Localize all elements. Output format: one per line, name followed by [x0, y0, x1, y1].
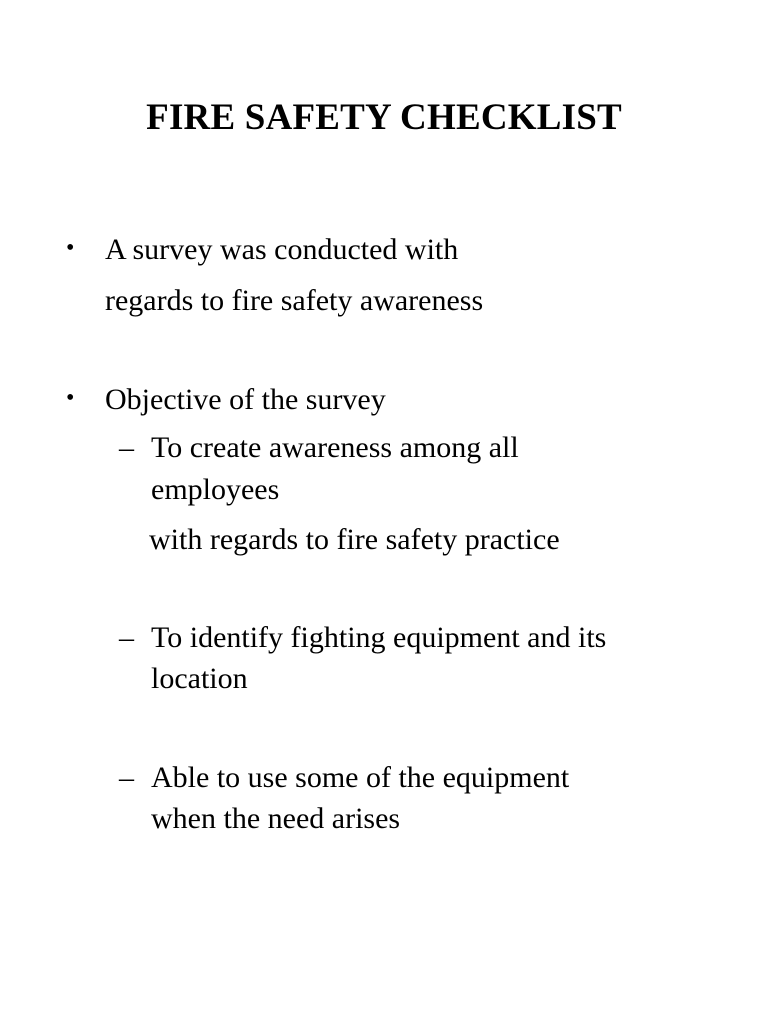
page-title: FIRE SAFETY CHECKLIST: [146, 97, 622, 138]
bullet-1-line-1: A survey was conducted with: [105, 233, 459, 266]
sub-item-3-line-2: when the need arises: [151, 802, 401, 835]
sub-item-2-line-2: location: [151, 662, 248, 695]
bullet-marker: •: [66, 385, 75, 411]
sub-bullet-marker: –: [119, 431, 134, 464]
sub-item-1-line-2: employees: [151, 473, 280, 506]
sub-bullet-marker: –: [119, 621, 134, 654]
sub-item-1-line-3: with regards to fire safety practice: [149, 523, 560, 556]
sub-bullet-marker: –: [119, 761, 134, 794]
bullet-2-line-1: Objective of the survey: [105, 383, 386, 416]
bullet-1-line-2: regards to fire safety awareness: [105, 284, 484, 317]
sub-item-3-line-1: Able to use some of the equipment: [151, 761, 570, 794]
bullet-marker: •: [66, 235, 75, 261]
sub-item-2-line-1: To identify fighting equipment and its: [151, 621, 607, 654]
sub-item-1-line-1: To create awareness among all: [151, 431, 519, 464]
